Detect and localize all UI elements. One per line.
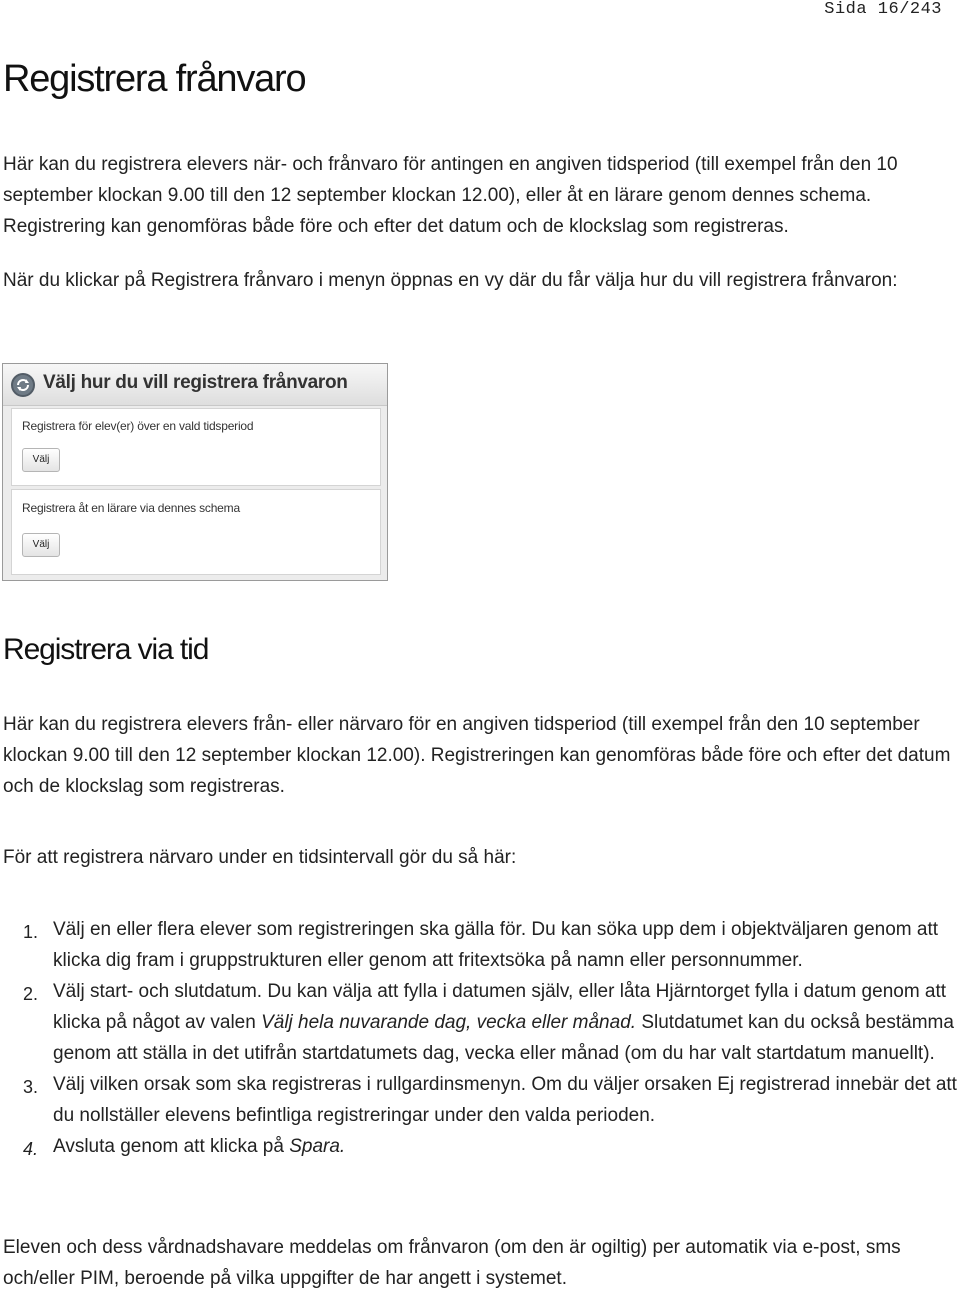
step-number: 2. xyxy=(23,984,39,1004)
page-title: Registrera frånvaro xyxy=(3,58,306,100)
step-number: 1. xyxy=(23,922,39,942)
closing-paragraph: Eleven och dess vårdnadshavare meddelas om frånvaron (om den är ogiltig) per automatik via e-post, sms och/eller PIM, beroende på vilka uppgifter de har angett i systemet. xyxy=(3,1237,901,1289)
section-title: Registrera via tid xyxy=(3,633,209,666)
option-label: Registrera för elev(er) över en vald tidsperiod xyxy=(22,419,254,433)
step-text: Välj vilken orsak som ska registreras i rullgardinsmenyn. Om du väljer orsaken Ej registrerad innebär det att du nollställer elevens befintliga registreringar under den valda perioden. xyxy=(53,1074,957,1126)
step-emphasis: Spara. xyxy=(289,1136,346,1157)
option-time-period xyxy=(11,408,381,486)
registration-choice-screenshot xyxy=(2,363,388,581)
dialog-title: Välj hur du vill registrera frånvaron xyxy=(43,372,348,393)
step-text: Avsluta genom att klicka på xyxy=(53,1136,290,1157)
option-label: Registrera åt en lärare via dennes schema xyxy=(22,501,240,515)
intro-paragraph: Här kan du registrera elevers när- och frånvaro för antingen en angiven tidsperiod (till exempel från den 10 september klockan 9.00 till den 12 september klockan 12.00), eller åt en lärare genom dennes schema. Registrering kan genomföras både före och efter det datum och de klockslag som registreras. xyxy=(3,154,898,237)
step-text: Välj en eller flera elever som registreringen ska gälla för. Du kan söka upp dem i objektväljaren genom att klicka dig fram i gruppstrukturen eller genom att fritextsöka på namn eller personnummer. xyxy=(53,919,939,971)
intro-instruction: När du klickar på Registrera frånvaro i menyn öppnas en vy där du får välja hur du vill registrera frånvaron: xyxy=(3,270,898,291)
choose-time-period-button[interactable]: Välj xyxy=(22,448,60,472)
step-text: Välj start- och slutdatum. Du kan välja att fylla i datumen själv, eller låta Hjärntorget fylla i datum genom att klicka på något av valen xyxy=(53,981,947,1033)
dialog-header xyxy=(3,364,387,406)
section-paragraph: Här kan du registrera elevers från- eller närvaro för en angiven tidsperiod (till exempel från den 10 september klockan 9.00 till den 12 september klockan 12.00). Registreringen kan genomföras både före och efter det datum och de klockslag som registreras. xyxy=(3,714,951,797)
step-emphasis: Välj hela nuvarande dag, vecka eller månad. xyxy=(261,1012,637,1033)
section-instruction: För att registrera närvaro under en tidsintervall gör du så här: xyxy=(3,847,517,868)
step-item xyxy=(0,1069,960,1131)
step-item xyxy=(0,976,960,1069)
refresh-arrows-icon xyxy=(11,373,35,397)
step-number: 4. xyxy=(23,1139,39,1159)
step-item xyxy=(0,1131,960,1162)
step-number: 3. xyxy=(23,1077,39,1097)
steps-list xyxy=(0,914,960,1162)
page-number: Sida 16/243 xyxy=(824,0,942,19)
option-teacher-schedule xyxy=(11,489,381,575)
step-item xyxy=(0,914,960,976)
choose-teacher-schedule-button[interactable]: Välj xyxy=(22,533,60,557)
step-text: Slutdatumet kan du också bestämma genom att ställa in det utifrån startdatumets dag, vecka eller månad (om du har valt startdatum manuellt). xyxy=(53,1012,954,1064)
